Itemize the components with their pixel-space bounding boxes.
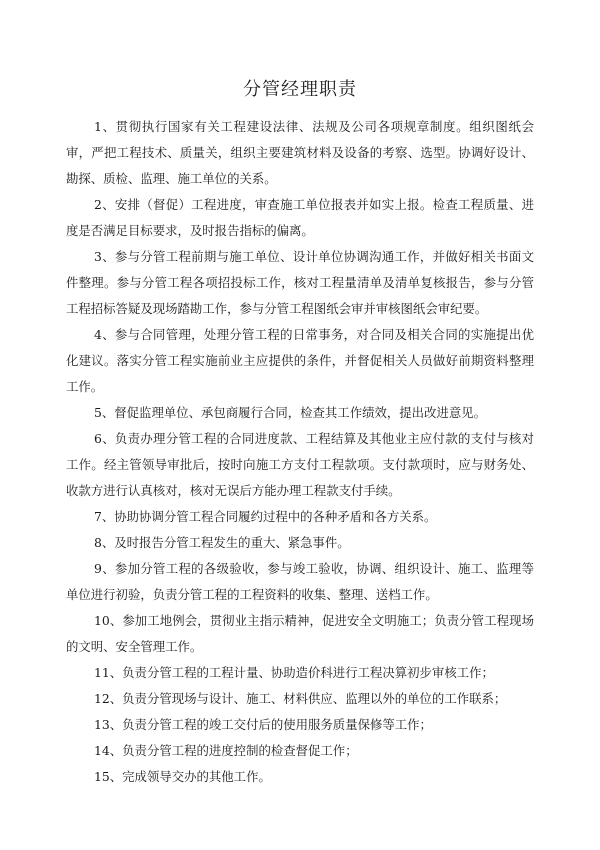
duty-item-12: 12、负责分管现场与设计、施工、材料供应、监理以外的单位的工作联系； <box>94 691 507 706</box>
duties-list <box>66 114 534 790</box>
duty-item-2: 2、安排（督促）工程进度，审查施工单位报表并如实上报。检查工程质量、进度是否满足目标要求，及时报告指标的偏离。 <box>66 197 534 238</box>
duty-item-9: 9、参加分管工程的各级验收，参与竣工验收，协调、组织设计、施工、监理等单位进行初验，负责分管工程的工程资料的收集、整理、送档工作。 <box>66 561 534 602</box>
duty-item-4: 4、参与合同管理，处理分管工程的日常事务，对合同及相关合同的实施提出优化建议。落实分管工程实施前业主应提供的条件，并督促相关人员做好前期资料整理工作。 <box>66 327 534 394</box>
duty-item-1: 1、贯彻执行国家有关工程建设法律、法规及公司各项规章制度。组织图纸会审，严把工程技术、质量关，组织主要建筑材料及设备的考察、选型。协调好设计、勘探、质检、监理、施工单位的关系。 <box>66 119 534 186</box>
duty-item-14: 14、负责分管工程的进度控制的检查督促工作； <box>94 743 358 758</box>
duty-item-7: 7、协助协调分管工程合同履约过程中的各种矛盾和各方关系。 <box>94 509 437 524</box>
duty-item-11: 11、负责分管工程的工程计量、协助造价科进行工程决算初步审核工作； <box>94 665 494 680</box>
duty-item-5: 5、督促监理单位、承包商履行合同，检查其工作绩效，提出改进意见。 <box>94 405 486 420</box>
duty-item-15: 15、完成领导交办的其他工作。 <box>94 769 271 784</box>
duty-item-10: 10、参加工地例会，贯彻业主指示精神，促进安全文明施工；负责分管工程现场的文明、安全管理工作。 <box>66 613 534 654</box>
document-title: 分管经理职责 <box>243 79 357 100</box>
duty-item-3: 3、参与分管工程前期与施工单位、设计单位协调沟通工作，并做好相关书面文件整理。参与分管工程各项招投标工作，核对工程量清单及清单复核报告，参与分管工程招标答疑及现场踏勘工作，参与分管工程图纸会审并审核图纸会审纪要。 <box>66 249 534 316</box>
duty-item-6: 6、负责办理分管工程的合同进度款、工程结算及其他业主应付款的支付与核对工作。经主管领导审批后，按时向施工方支付工程款项。支付款项时，应与财务处、收款方进行认真核对，核对无误后方能办理工程款支付手续。 <box>66 431 534 498</box>
duty-item-13: 13、负责分管工程的竣工交付后的使用服务质量保修等工作； <box>94 717 432 732</box>
duty-item-8: 8、及时报告分管工程发生的重大、紧急事件。 <box>94 535 350 550</box>
